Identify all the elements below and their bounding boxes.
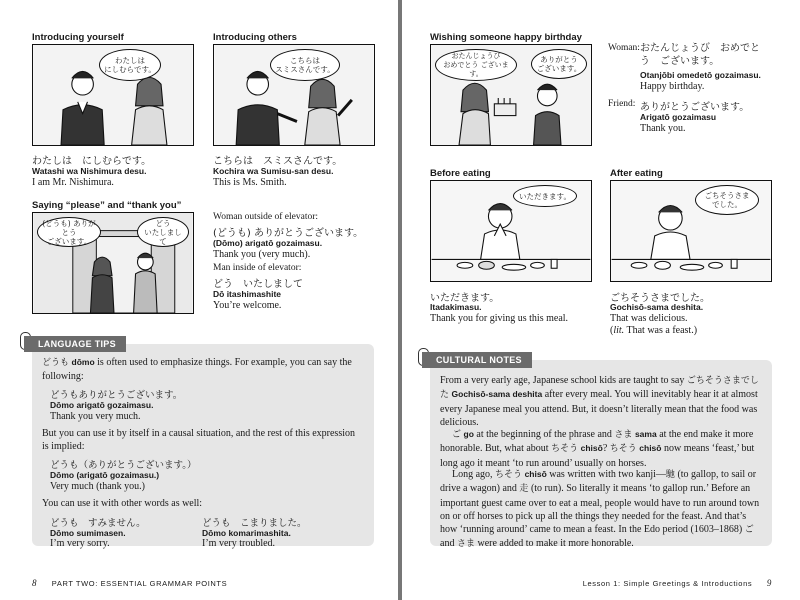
example-japanese: どうも（ありがとうございます。） (50, 460, 197, 471)
phrase-english: That was delicious. (610, 313, 688, 324)
example-english: Thank you very much. (50, 411, 141, 422)
right-page (402, 0, 800, 600)
example-romaji: Dōmo komarimashita. (202, 528, 291, 538)
phrase-japanese: ごちそうさまでした。 (610, 293, 710, 304)
speaker-label-woman: Woman outside of elevator: (213, 212, 319, 222)
illustration-after-eating (610, 180, 772, 282)
phrase-japanese: こちらは スミスさんです。 (213, 156, 343, 167)
phrase-romaji: Dō itashimashite (213, 289, 282, 299)
literal-word: lit. (613, 325, 625, 336)
notes-text: (to gallop, to sail or drive a wagon) and (440, 469, 757, 495)
notes-romaji: chisō (639, 443, 662, 454)
notes-text: at the end make it more honorable. But, what about (440, 429, 754, 455)
speaker-label-friend: Friend: (608, 99, 636, 109)
heading-introducing-others: Introducing others (213, 32, 297, 43)
speech-bubble: わたしは にしむらです。 (99, 49, 161, 81)
notes-jp: さま (614, 430, 633, 440)
tips-paragraph-3: You can use it with other words as well: (42, 498, 203, 509)
heading-after-eating: After eating (610, 168, 663, 179)
phrase-japanese: いただきます。 (430, 293, 500, 304)
tips-romaji-domo: dōmo (71, 357, 95, 367)
footer-text: Lesson 1: Simple Greetings & Introductions (582, 579, 753, 588)
notes-jp: ちそう (551, 444, 579, 455)
notes-jp: ごちそうさまでした (440, 376, 759, 401)
phrase-japanese: (どうも) ありがとうございます。 (213, 228, 364, 239)
phrase-english: This is Ms. Smith. (213, 177, 287, 188)
notes-text: Long ago, (452, 469, 493, 480)
notes-paragraph-2 (440, 428, 764, 470)
notes-romaji: chisō (580, 443, 603, 454)
language-tips-box (32, 344, 374, 549)
phrase-japanese: わたしは にしむらです。 (32, 156, 152, 167)
literal-rest: That was a feast.) (624, 325, 698, 336)
tips-jp-domo: どうも (42, 358, 70, 368)
phrase-literal (610, 325, 697, 336)
speech-bubble-woman: (どうも) ありがとう ございます。 (37, 217, 101, 247)
notes-text: From a very early age, Japanese school kids are taught to say (440, 375, 685, 386)
phrase-japanese: おたんじょうび おめでと う ございます。 (640, 43, 760, 67)
illustration-before-eating (430, 180, 592, 282)
right-footer (583, 578, 772, 588)
notes-romaji: go (463, 429, 474, 439)
notes-text: ? (602, 443, 608, 455)
left-footer (32, 578, 227, 588)
literal-open: ( (610, 325, 614, 336)
speaker-label-man: Man inside of elevator: (213, 263, 302, 273)
heading-birthday: Wishing someone happy birthday (430, 32, 582, 43)
illustration-birthday (430, 44, 592, 146)
page-number: 8 (32, 578, 38, 588)
notes-text: was written with two kanji— (549, 469, 666, 480)
tips-text: is often used to emphasize things. For example, you can say the following: (42, 357, 352, 383)
example-romaji: Dōmo sumimasen. (50, 528, 126, 538)
phrase-japanese: どう いたしまして (213, 279, 303, 290)
page-number: 9 (766, 578, 772, 588)
tips-paragraph-1 (42, 356, 364, 384)
example-english: I’m very troubled. (202, 538, 276, 549)
phrase-romaji: Itadakimasu. (430, 302, 482, 312)
notes-romaji: sama (634, 429, 657, 439)
notes-jp: さま (456, 539, 475, 550)
example-romaji: Dōmo arigatō gozaimasu. (50, 400, 154, 410)
example-english: I’m very sorry. (50, 538, 110, 549)
notes-jp: ご (452, 430, 462, 440)
phrase-romaji: Otanjōbi omedetō gozaimasu. (640, 70, 761, 80)
heading-before-eating: Before eating (430, 168, 491, 179)
notes-text: after every meal. You will inevitably hear it at almost every Japanese meal you attend. But, it doesn’t literally mean that the food was delicious. (440, 389, 758, 428)
phrase-romaji: Kochira wa Sumisu-san desu. (213, 166, 334, 176)
heading-please-thank-you: Saying “please” and “thank you” (32, 200, 182, 211)
notes-paragraph-3 (440, 468, 764, 552)
phrase-english: Thank you for giving us this meal. (430, 313, 569, 324)
phrase-romaji: Gochisō-sama deshita. (610, 302, 704, 312)
left-page (0, 0, 398, 600)
notes-kanji: 馳 (665, 470, 675, 480)
notes-text: at the beginning of the phrase and (476, 429, 612, 440)
speech-bubble-friend: ありがとう ございます。 (531, 49, 587, 79)
notes-romaji: chisō (524, 469, 547, 479)
speech-bubble-man: どう いたしまして (137, 217, 189, 247)
phrase-english: Thank you (very much). (213, 249, 311, 260)
speech-bubble: ごちそうさま でした。 (695, 185, 759, 215)
phrase-japanese: ありがとうございます。 (640, 102, 750, 113)
speech-bubble: いただきます。 (513, 185, 577, 207)
example-japanese: どうもありがとうございます。 (50, 390, 183, 401)
notes-text: were added to make it more honorable. (477, 538, 634, 550)
phrase-english: You’re welcome. (213, 300, 282, 311)
phrase-romaji: Watashi wa Nishimura desu. (32, 166, 147, 176)
cultural-notes-box (430, 360, 772, 550)
speech-bubble-woman: おたんじょうび おめでとう ございます。 (435, 49, 517, 81)
language-tips-title: LANGUAGE TIPS (24, 336, 126, 352)
phrase-romaji: (Dōmo) arigatō gozaimasu. (213, 238, 323, 248)
notes-jp: ちそう (609, 444, 637, 455)
example-japanese: どうも こまりました。 (202, 518, 307, 529)
speech-bubble: こちらは スミスさんです。 (270, 49, 340, 81)
notes-jp: ご (744, 525, 754, 536)
phrase-english: Thank you. (640, 123, 686, 134)
notes-text: (to run). So literally it means ‘to gallop run.’ Before an important guest came over to eat a meal, people would have to run around town on or off horses to pick up all the things they needed for the feast. And that’s how ‘running around’ came to mean a feast. In the Edo period (1603–1868) (440, 483, 760, 536)
phrase-romaji: Arigatō gozaimasu (640, 112, 717, 122)
notes-jp: ちそう (495, 470, 523, 480)
footer-text: PART TWO: ESSENTIAL GRAMMAR POINTS (51, 579, 228, 588)
cultural-notes-title: CULTURAL NOTES (422, 352, 532, 368)
illustration-introducing-others (213, 44, 375, 146)
illustration-introducing-yourself (32, 44, 194, 146)
phrase-english: I am Mr. Nishimura. (32, 177, 114, 188)
example-japanese: どうも すみません。 (50, 518, 146, 529)
example-romaji: Dōmo (arigatō gozaimasu.) (50, 470, 160, 480)
notes-kanji: 走 (519, 484, 529, 495)
example-english: Very much (thank you.) (50, 481, 145, 492)
heading-introducing-yourself: Introducing yourself (32, 32, 124, 43)
speaker-label-woman: Woman: (608, 43, 640, 53)
notes-text: and (440, 538, 455, 550)
illustration-elevator (32, 212, 194, 314)
notes-text: now means ‘feast,’ but long ago it meant ‘to run around’ usually on horses. (440, 443, 755, 469)
notes-romaji: Gochisō-sama deshita (451, 389, 543, 400)
notes-paragraph-1 (440, 374, 764, 429)
tips-paragraph-2: But you can use it by itself in a causal situation, and the rest of this expression is implied: (42, 428, 355, 453)
phrase-english: Happy birthday. (640, 81, 705, 92)
